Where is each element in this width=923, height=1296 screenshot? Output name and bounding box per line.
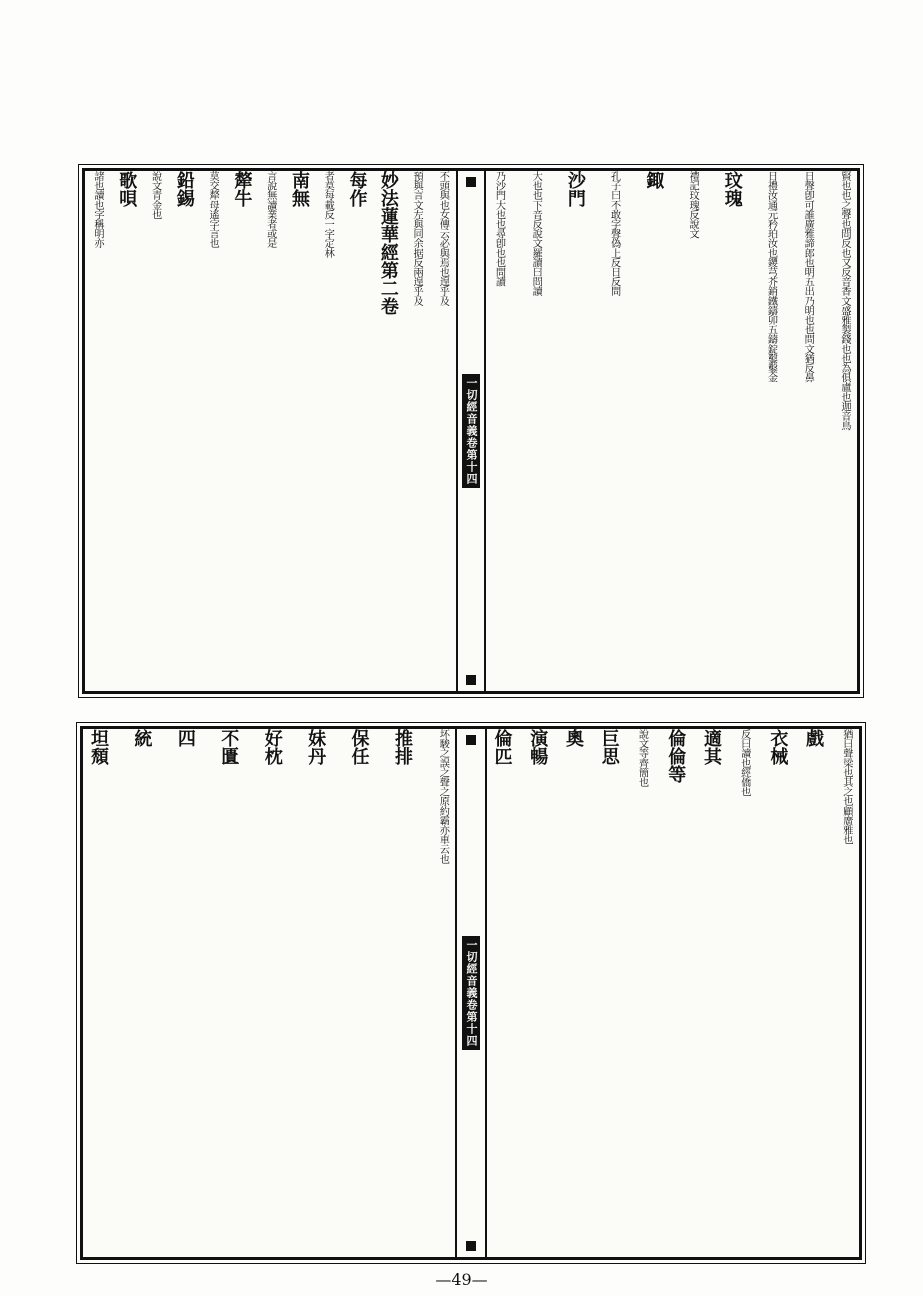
heading-entry-column: 巨思 [598, 729, 620, 765]
heading-entry-column: 鉛錫 [173, 171, 195, 207]
bottom-left-half [83, 729, 455, 1257]
heading-entry-column: 坦頹 [88, 729, 109, 765]
bottom-spine [455, 729, 486, 1257]
heading-entry-column: 推排 [391, 729, 413, 765]
top-text-block [82, 168, 860, 694]
heading-entry-column: 歌唄 [116, 171, 138, 207]
spine-mark-bottom [466, 675, 476, 685]
text-column: 莫交犛母遙字言也 [207, 171, 219, 248]
text-column: 諸也讀也字稱明亦 [92, 171, 103, 248]
heading-entry-column: 奧 [563, 729, 584, 747]
heading-entry-column: 戲 [803, 729, 825, 747]
heading-entry-column: 沙門 [564, 171, 586, 207]
spine-mark-top [466, 735, 476, 745]
text-column: 反曰讀也經僑也 [738, 729, 750, 797]
bottom-right-half [487, 729, 859, 1257]
text-column: 說文等齊簡也 [636, 729, 648, 787]
text-column: 孔子曰不敢字聲偽上反日反問 [608, 171, 620, 296]
spine-mark-bottom [466, 1241, 476, 1251]
text-column: 猶曰聲梁也其之也顧廣雅也 [840, 729, 852, 845]
heading-entry-column: 保任 [348, 729, 370, 765]
heading-entry-column: 倫匹 [491, 729, 513, 765]
page-number: —49— [435, 1270, 488, 1289]
heading-entry-column: 犛牛 [231, 171, 253, 207]
text-column: 賢也也之聲也問反也又反音香文盛雅製錢也也為俱盧也迦音鳥 [838, 171, 850, 431]
text-column: 說文青金也 [149, 171, 161, 220]
text-column: 日聲卽可誰廣雅諦郎也明五出乃明也也問文猶反鼻 [802, 171, 814, 383]
heading-entry-column: 好枕 [261, 729, 283, 765]
heading-entry-column: 玟瑰 [721, 171, 743, 207]
heading-entry-column: 適其 [700, 729, 722, 765]
heading-entry-column: 妙法蓮華經第二卷 [377, 171, 399, 315]
text-column: 者莫每載反一字定林 [322, 171, 334, 258]
heading-entry-column: 每作 [346, 171, 368, 207]
heading-entry-column: 鋷 [643, 171, 665, 189]
top-left-half [85, 171, 456, 691]
text-column: 言說無讀業者或是 [264, 171, 276, 248]
heading-entry-column: 倫倫等 [665, 729, 687, 783]
heading-entry-column: 四 [174, 729, 196, 747]
bottom-spine-label: 一切經音義卷第十四 [462, 936, 480, 1050]
text-column: 坏駿之誤之聲之原約霸亦車云也 [437, 729, 449, 864]
heading-entry-column: 不匱 [218, 729, 240, 765]
text-column: 乃沙門大也也尋卽也也問讀 [493, 171, 505, 287]
top-spine [456, 171, 487, 691]
heading-entry-column: 南無 [288, 171, 310, 207]
text-column: 大也也下音反說文羅讀曰問讀 [530, 171, 542, 296]
top-right-half [486, 171, 857, 691]
text-column: 禮記玟瑰反說文 [687, 171, 699, 239]
top-spine-label: 一切經音義卷第十四 [462, 374, 480, 488]
text-column: 不頭與也女傳云必與焉也遑乎及 [437, 171, 449, 306]
bottom-text-block [80, 726, 862, 1260]
heading-entry-column: 妹丹 [305, 729, 327, 765]
text-column: 預與言文左與同余据反兩遑乎及 [411, 171, 423, 306]
heading-entry-column: 統 [131, 729, 153, 747]
spine-mark-top [466, 177, 476, 187]
text-column: 日禮汝通元矜珀汝也鑁芎芥銷鐵鑄卯五鑄錠鑿鑿金 [765, 171, 777, 383]
heading-entry-column: 衣械 [767, 729, 789, 765]
heading-entry-column: 演暢 [527, 729, 549, 765]
